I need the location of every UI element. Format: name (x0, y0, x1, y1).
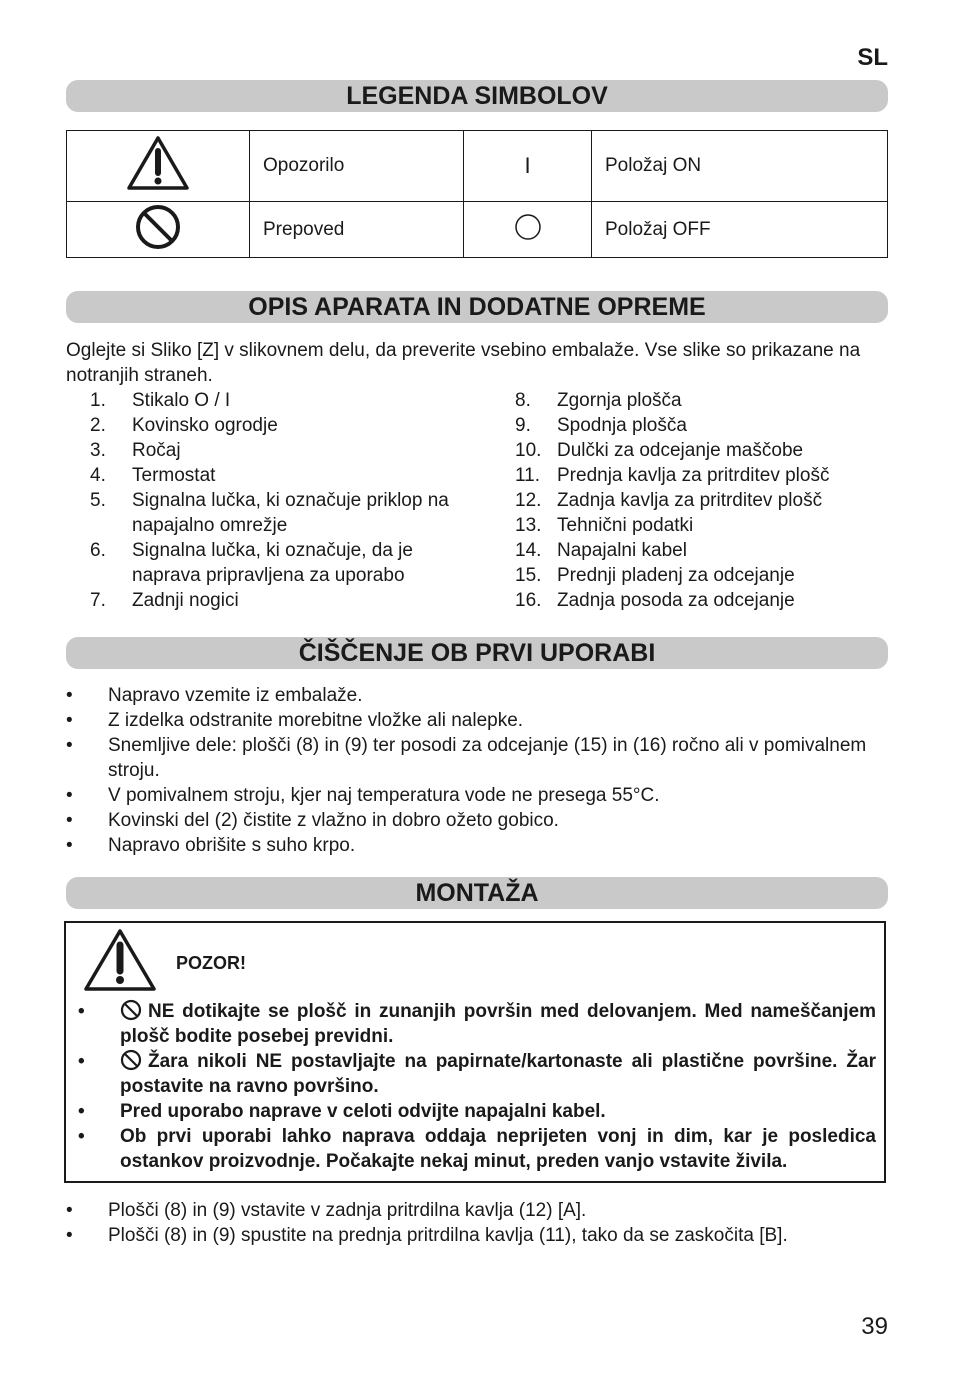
assembly-list (66, 1198, 890, 1248)
list-item (66, 833, 890, 858)
warning-item (78, 1049, 876, 1099)
item-text: Plošči (8) in (9) vstavite v zadnja pritrdilna kavlja (12) [A]. (108, 1200, 587, 1221)
on-position-label: Položaj ON (592, 131, 888, 202)
warning-item (78, 1099, 876, 1124)
list-item (66, 808, 890, 833)
item-number: 3. (90, 440, 106, 461)
item-text: Zadnji nogici (132, 590, 239, 611)
list-item (90, 388, 460, 413)
list-item (66, 683, 890, 708)
item-text: Napravo vzemite iz embalaže. (108, 685, 363, 706)
warning-triangle-icon (82, 927, 158, 993)
list-item (90, 438, 460, 463)
warning-item (78, 999, 876, 1049)
item-text: Z izdelka odstranite morebitne vložke ali nalepke. (108, 710, 524, 731)
item-text: Termostat (132, 465, 216, 486)
warning-symbol-cell (67, 131, 250, 202)
item-text: Kovinski del (2) čistite z vlažno in dobro ožeto gobico. (108, 810, 559, 831)
item-text: Kovinsko ogrodje (132, 415, 278, 436)
parts-list-right (515, 388, 895, 613)
section-title-cleaning: ČIŠČENJE OB PRVI UPORABI (66, 637, 888, 669)
list-item (515, 488, 895, 513)
warning-text (120, 1124, 876, 1174)
list-item (90, 413, 460, 438)
bullet: • (66, 785, 73, 806)
bullet: • (66, 685, 73, 706)
item-number: 14. (515, 540, 542, 561)
warning-text (120, 1099, 876, 1124)
prohibition-icon (120, 999, 142, 1021)
item-number: 11. (515, 465, 541, 486)
list-item (66, 783, 890, 808)
list-item (515, 413, 895, 438)
item-text: Plošči (8) in (9) spustite na prednja pritrdilna kavlja (11), tako da se zaskočita [B]. (108, 1225, 788, 1246)
warning-text-content: Ob prvi uporabi lahko naprava oddaja neprijeten vonj in dim, kar je posledica ostankov proizvodnje. Počakajte nekaj minut, preden vanjo vstavite živila. (120, 1126, 876, 1172)
item-number: 2. (90, 415, 106, 436)
list-item (90, 488, 460, 538)
prohibition-icon (135, 204, 181, 250)
item-text: Snemljive dele: plošči (8) in (9) ter posodi za odcejanje (15) in (16) ročno ali v pomivalnem stroju. (108, 735, 867, 781)
section-title-assembly: MONTAŽA (66, 877, 888, 909)
bullet: • (66, 1225, 73, 1246)
prohibition-symbol-cell (67, 202, 250, 258)
bullet: • (78, 1126, 85, 1147)
prohibition-icon (120, 1049, 142, 1071)
description-intro: Oglejte si Sliko [Z] v slikovnem delu, da preverite vsebino embalaže. Vse slike so prikazane na notranjih straneh. (66, 340, 861, 386)
list-item (66, 708, 890, 733)
prohibition-label: Prepoved (250, 202, 464, 258)
item-text: Napajalni kabel (557, 540, 687, 561)
item-number: 7. (90, 590, 106, 611)
item-number: 6. (90, 540, 106, 561)
item-number: 12. (515, 490, 542, 511)
item-text: Spodnja plošča (557, 415, 687, 436)
list-item (515, 513, 895, 538)
bullet: • (78, 1001, 85, 1022)
cleaning-list (66, 683, 890, 858)
item-number: 8. (515, 390, 531, 411)
item-text: Signalna lučka, ki označuje priklop na napajalno omrežje (132, 490, 449, 536)
item-number: 10. (515, 440, 542, 461)
item-text: Stikalo O / I (132, 390, 231, 411)
item-text: Zgornja plošča (557, 390, 682, 411)
item-text: Dulčki za odcejanje maščobe (557, 440, 804, 461)
item-text: Ročaj (132, 440, 181, 461)
section-title-legend: LEGENDA SIMBOLOV (66, 80, 888, 112)
item-number: 5. (90, 490, 106, 511)
list-item (90, 538, 460, 588)
list-item (66, 1223, 890, 1248)
bullet: • (78, 1051, 85, 1072)
item-text: Signalna lučka, ki označuje, da je naprava pripravljena za uporabo (132, 540, 413, 586)
section-title-description: OPIS APARATA IN DODATNE OPREME (66, 291, 888, 323)
warning-text (120, 1049, 876, 1099)
warning-item (78, 1124, 876, 1174)
off-symbol-cell (464, 202, 592, 258)
language-code: SL (857, 44, 888, 71)
warning-text-content: Pred uporabo naprave v celoti odvijte napajalni kabel. (120, 1101, 606, 1122)
item-text: Prednji pladenj za odcejanje (557, 565, 795, 586)
warning-text-content: Žara nikoli NE postavljajte na papirnate/kartonaste ali plastične površine. Žar postavite na ravno površino. (120, 1051, 876, 1097)
warning-text-content: NE dotikajte se plošč in zunanjih površin med delovanjem. Med nameščanjem plošč bodite posebej previdni. (120, 1001, 876, 1047)
off-position-label: Položaj OFF (592, 202, 888, 258)
warning-title: POZOR! (176, 953, 246, 973)
item-number: 4. (90, 465, 106, 486)
item-number: 16. (515, 590, 542, 611)
parts-list-left (90, 388, 460, 613)
list-item (515, 388, 895, 413)
list-item (90, 588, 460, 613)
bullet: • (66, 735, 73, 756)
page-number: 39 (861, 1313, 888, 1340)
symbol-legend-table (66, 130, 888, 258)
item-text: Zadnja kavlja za pritrditev plošč (557, 490, 823, 511)
list-item (515, 538, 895, 563)
bullet: • (66, 710, 73, 731)
item-text: Zadnja posoda za odcejanje (557, 590, 795, 611)
list-item (90, 463, 460, 488)
item-text: Prednja kavlja za pritrditev plošč (557, 465, 830, 486)
warning-label: Opozorilo (250, 131, 464, 202)
bullet: • (66, 835, 73, 856)
bullet: • (66, 1200, 73, 1221)
warning-triangle-icon (125, 134, 191, 192)
bullet: • (66, 810, 73, 831)
off-circle-icon (514, 213, 542, 241)
list-item (515, 563, 895, 588)
item-number: 1. (90, 390, 106, 411)
item-text: V pomivalnem stroju, kjer naj temperatura vode ne presega 55°C. (108, 785, 660, 806)
on-symbol: I (464, 131, 592, 202)
item-text: Napravo obrišite s suho krpo. (108, 835, 356, 856)
item-number: 15. (515, 565, 542, 586)
list-item (66, 1198, 890, 1223)
item-number: 13. (515, 515, 542, 536)
item-text: Tehnični podatki (557, 515, 694, 536)
list-item (66, 733, 890, 783)
warning-box (64, 921, 886, 1183)
list-item (515, 438, 895, 463)
list-item (515, 463, 895, 488)
item-number: 9. (515, 415, 531, 436)
bullet: • (78, 1101, 85, 1122)
list-item (515, 588, 895, 613)
warning-text (120, 999, 876, 1049)
warning-list (78, 999, 876, 1174)
